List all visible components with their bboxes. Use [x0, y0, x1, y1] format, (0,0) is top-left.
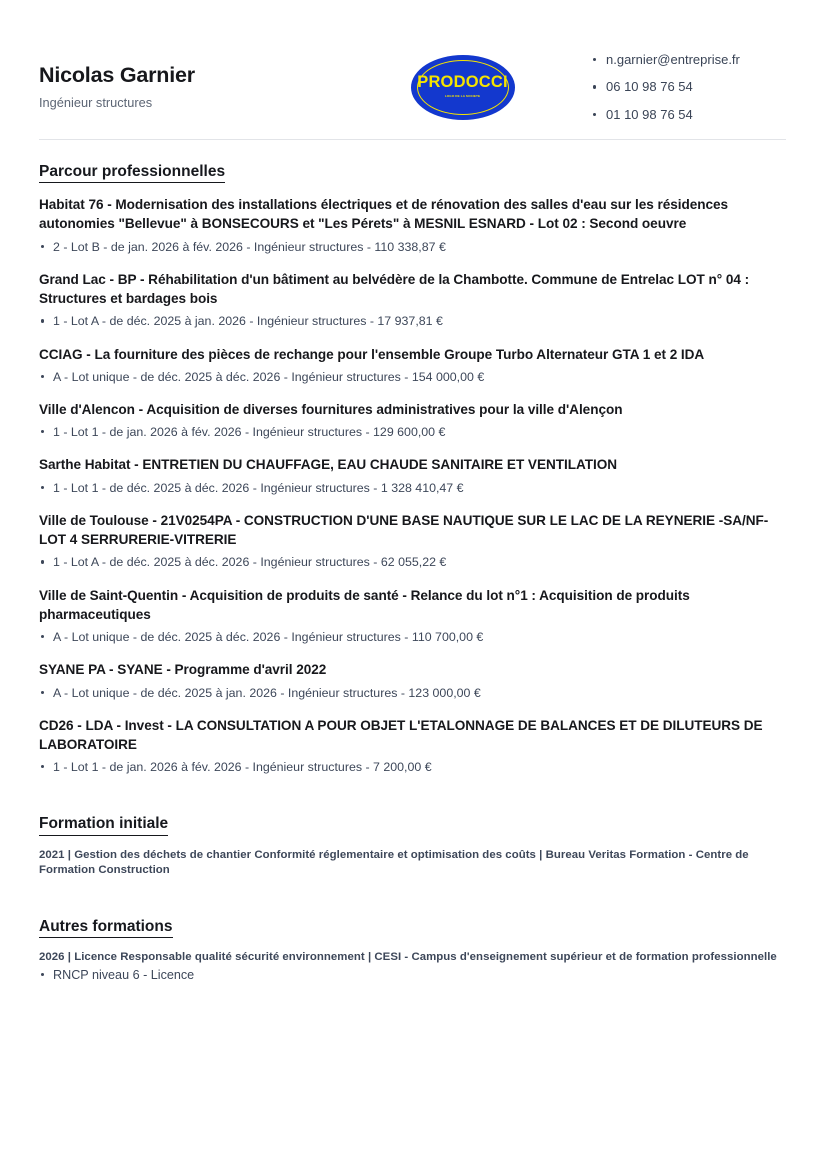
contact-item-mobile: 06 10 98 76 54	[592, 79, 786, 95]
company-logo-wrap	[403, 55, 523, 120]
experience-meta: 1 - Lot 1 - de jan. 2026 à fév. 2026 - Ingénieur structures - 7 200,00 €	[39, 759, 786, 775]
logo-subtext: LOGO DE LA SOCIETE	[444, 93, 481, 98]
experience-item	[39, 660, 786, 700]
experience-meta: A - Lot unique - de déc. 2025 à déc. 2026 - Ingénieur structures - 110 700,00 €	[39, 629, 786, 645]
experience-title: Ville de Saint-Quentin - Acquisition de produits de santé - Relance du lot n°1 : Acquisition de produits pharmaceutiques	[39, 587, 690, 622]
experience-item	[39, 455, 786, 495]
experience-title: CD26 - LDA - Invest - LA CONSULTATION A POUR OBJET L'ETALONNAGE DE BALANCES ET DE DILUTEURS DE LABORATOIRE	[39, 717, 763, 752]
experience-title: SYANE PA - SYANE - Programme d'avril 2022	[39, 662, 327, 678]
training-line: 2026 | Licence Responsable qualité sécurité environnement | CESI - Campus d'enseignement supérieur et de formation professionnelle	[39, 951, 777, 964]
experience-meta: 1 - Lot 1 - de jan. 2026 à fév. 2026 - Ingénieur structures - 129 600,00 €	[39, 424, 786, 440]
contact-item-landline: 01 10 98 76 54	[592, 107, 786, 123]
training-item	[39, 848, 786, 878]
section-other-training	[39, 917, 786, 984]
header-divider	[39, 139, 786, 140]
experience-title: Ville d'Alencon - Acquisition de diverses fournitures administratives pour la ville d'Alençon	[39, 401, 623, 417]
experience-item	[39, 195, 786, 255]
training-bullet: RNCP niveau 6 - Licence	[39, 967, 786, 983]
other-training-list	[39, 950, 786, 983]
experience-item	[39, 400, 786, 440]
identity-block	[39, 63, 339, 111]
experience-list	[39, 195, 786, 775]
candidate-job-title: Ingénieur structures	[39, 94, 153, 110]
initial-training-list	[39, 848, 786, 878]
training-line: 2021 | Gestion des déchets de chantier Conformité réglementaire et optimisation des coûts | Bureau Veritas Formation - Centre de Formation Construction	[39, 848, 749, 876]
experience-meta: 1 - Lot A - de déc. 2025 à déc. 2026 - Ingénieur structures - 62 055,22 €	[39, 554, 786, 570]
experience-meta: 2 - Lot B - de jan. 2026 à fév. 2026 - Ingénieur structures - 110 338,87 €	[39, 239, 786, 255]
training-item	[39, 950, 786, 983]
section-title-experience: Parcour professionnelles	[39, 162, 225, 183]
section-title-other-training: Autres formations	[39, 917, 173, 938]
experience-item	[39, 270, 786, 330]
experience-title: Grand Lac - BP - Réhabilitation d'un bâtiment au belvédère de la Chambotte. Commune de Entrelac LOT n° 04 : Structures et bardages bois	[39, 271, 750, 307]
experience-title: Ville de Toulouse - 21V0254PA - CONSTRUCTION D'UNE BASE NAUTIQUE SUR LE LAC DE LA REYNERIE -SA/NF-LOT 4 SERRURERIE-VITRERIE	[39, 512, 769, 548]
prodocci-logo	[411, 55, 515, 120]
contact-items	[592, 52, 786, 123]
contact-list	[586, 52, 786, 123]
experience-title: Sarthe Habitat - ENTRETIEN DU CHAUFFAGE, EAU CHAUDE SANITAIRE ET VENTILATION	[39, 457, 617, 473]
experience-item	[39, 345, 786, 385]
experience-meta: A - Lot unique - de déc. 2025 à déc. 2026 - Ingénieur structures - 154 000,00 €	[39, 369, 786, 385]
section-initial-training	[39, 814, 786, 877]
experience-meta: A - Lot unique - de déc. 2025 à jan. 2026 - Ingénieur structures - 123 000,00 €	[39, 685, 786, 701]
experience-title: CCIAG - La fourniture des pièces de rechange pour l'ensemble Groupe Turbo Alternateur GTA 1 et 2 IDA	[39, 346, 705, 362]
section-experience	[39, 162, 786, 776]
candidate-name: Nicolas Garnier	[39, 63, 195, 88]
cv-header	[39, 0, 786, 139]
logo-text: PRODOCCI	[417, 72, 508, 91]
section-title-initial-training: Formation initiale	[39, 814, 168, 835]
contact-item-email: n.garnier@entreprise.fr	[592, 52, 786, 68]
experience-item	[39, 511, 786, 571]
experience-item	[39, 586, 786, 646]
experience-meta: 1 - Lot A - de déc. 2025 à jan. 2026 - Ingénieur structures - 17 937,81 €	[39, 313, 786, 329]
experience-item	[39, 716, 786, 776]
experience-title: Habitat 76 - Modernisation des installations électriques et de rénovation des salles d'eau sur les résidences autonomies "Bellevue" à BONSECOURS et "Les Pérets" à MESNIL ESNARD - Lot 02 : Second oeuvre	[39, 197, 729, 232]
experience-meta: 1 - Lot 1 - de déc. 2025 à déc. 2026 - Ingénieur structures - 1 328 410,47 €	[39, 480, 786, 496]
